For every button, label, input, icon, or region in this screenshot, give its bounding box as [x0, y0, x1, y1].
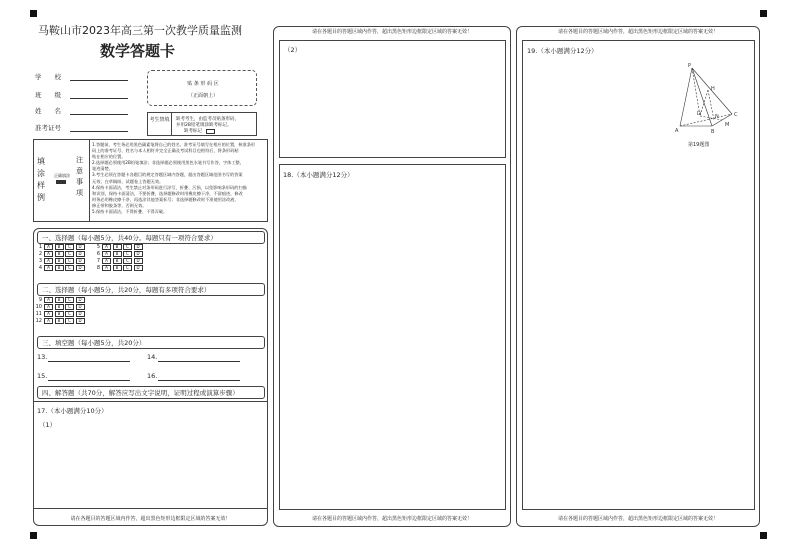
option-d[interactable]: D — [134, 244, 143, 250]
q17-part2-label: （2） — [284, 46, 302, 54]
option-b[interactable]: B — [55, 297, 64, 303]
option-b[interactable]: B — [55, 318, 64, 324]
warning-text: 请在各题目的答题区域内作答，超出黑色矩形边框限定区域的答案无效！ — [557, 516, 718, 522]
barcode-note: （正面朝上） — [187, 93, 218, 99]
barcode-area — [147, 70, 257, 106]
option-d[interactable]: D — [76, 244, 85, 250]
choice-row: 6 A B C D — [90, 251, 144, 257]
absent-label: 考生禁填 — [148, 113, 172, 135]
single-choice-header: 一、选择题（每小题5分，共40分。每题只有一项符合要求） — [37, 231, 265, 244]
label-H: H — [711, 86, 715, 92]
option-d[interactable]: D — [76, 304, 85, 310]
blank-16-line[interactable] — [158, 380, 240, 381]
fill-blank-header: 三、填空题（每小题5分，共20分） — [37, 336, 265, 349]
card-title: 数学答题卡 — [100, 42, 176, 60]
option-d[interactable]: D — [76, 258, 85, 264]
choice-row: 10 A B C D — [32, 304, 86, 310]
option-d[interactable]: D — [76, 318, 85, 324]
corner-mark — [30, 532, 37, 539]
notice-label: 注意事项 — [76, 156, 83, 197]
option-c[interactable]: C — [65, 244, 74, 250]
pyramid-figure — [670, 60, 750, 140]
option-d[interactable]: D — [134, 265, 143, 271]
label-C: C — [734, 112, 738, 118]
warning-text: 请在各题目的答题区域内作答，超出黑色矩形边框限定区域的答案无效！ — [311, 516, 472, 522]
blank-14-line[interactable] — [158, 361, 240, 362]
q17-label: 17.（本小题满分10分） — [37, 407, 108, 415]
option-b[interactable]: B — [113, 251, 122, 257]
option-c[interactable]: C — [65, 318, 74, 324]
warning-text: 请在各题目的答题区域内作答，超出黑色矩形边框限定区域的答案无效！ — [557, 29, 718, 35]
option-c[interactable]: C — [65, 251, 74, 257]
q17-answer-area[interactable] — [33, 401, 268, 509]
option-a[interactable]: A — [44, 251, 53, 257]
warning-text: 请在各题目的答题区域内作答，超出黑色矩形边框限定区域的答案无效！ — [70, 516, 231, 522]
correct-fill-mark — [56, 180, 66, 184]
q17-part2-area[interactable] — [279, 40, 506, 158]
barcode-label: 贴 条 形 码 区 — [187, 81, 219, 87]
school-line[interactable] — [70, 80, 128, 81]
option-c[interactable]: C — [123, 265, 132, 271]
option-d[interactable]: D — [76, 311, 85, 317]
option-a[interactable]: A — [102, 265, 111, 271]
option-a[interactable]: A — [44, 297, 53, 303]
choice-row: 4 A B C D — [32, 265, 86, 271]
fill-sample-label: 填涂样例 — [37, 157, 45, 202]
label-M: M — [725, 122, 730, 128]
field-label-school: 学 校 — [35, 73, 61, 81]
option-a[interactable]: A — [102, 258, 111, 264]
blank-label-14: 14. — [147, 353, 158, 361]
choice-row: 5 A B C D — [90, 244, 144, 250]
label-N: N — [715, 114, 719, 120]
blank-13-line[interactable] — [48, 361, 130, 362]
absent-text1: 缺考考生，由监考员贴条形码， — [176, 117, 239, 122]
blank-label-16: 16. — [147, 372, 158, 380]
option-b[interactable]: B — [113, 244, 122, 250]
option-a[interactable]: A — [44, 265, 53, 271]
fill-notice-box — [33, 139, 268, 222]
option-d[interactable]: D — [76, 297, 85, 303]
choice-row: 1 A B C D — [32, 244, 86, 250]
option-a[interactable]: A — [44, 311, 53, 317]
option-a[interactable]: A — [44, 318, 53, 324]
label-A: A — [675, 128, 679, 134]
option-c[interactable]: C — [65, 258, 74, 264]
corner-mark — [760, 10, 767, 17]
option-a[interactable]: A — [44, 304, 53, 310]
option-b[interactable]: B — [55, 311, 64, 317]
option-b[interactable]: B — [55, 265, 64, 271]
option-c[interactable]: C — [65, 297, 74, 303]
field-label-class: 班 级 — [35, 91, 61, 99]
choice-row: 11 A B C D — [32, 311, 86, 317]
option-b[interactable]: B — [113, 258, 122, 264]
q19-label: 19.（本小题满分12分） — [527, 47, 598, 55]
option-d[interactable]: D — [134, 251, 143, 257]
choice-row: 8 A B C D — [90, 265, 144, 271]
corner-mark — [760, 532, 767, 539]
option-a[interactable]: A — [102, 251, 111, 257]
label-D: D — [697, 111, 701, 117]
figure-caption: 第19题图 — [688, 142, 710, 148]
label-P: P — [688, 63, 692, 69]
absent-mark-label: 缺考标记 — [184, 129, 202, 134]
option-c[interactable]: C — [123, 244, 132, 250]
label-B: B — [711, 129, 715, 135]
warning-text: 请在各题目的答题区域内作答，超出黑色矩形边框限定区域的答案无效！ — [311, 29, 472, 35]
choice-row: 7 A B C D — [90, 258, 144, 264]
option-b[interactable]: B — [55, 258, 64, 264]
option-a[interactable]: A — [102, 244, 111, 250]
exam-title: 马鞍山市2023年高三第一次教学质量监测 — [38, 24, 242, 37]
option-b[interactable]: B — [55, 251, 64, 257]
absent-box — [147, 112, 257, 136]
option-c[interactable]: C — [123, 251, 132, 257]
absent-mark-box[interactable] — [206, 129, 215, 134]
blank-15-line[interactable] — [48, 380, 130, 381]
option-a[interactable]: A — [44, 258, 53, 264]
q18-label: 18.（本小题满分12分） — [283, 171, 354, 179]
id-line[interactable] — [70, 131, 128, 132]
option-d[interactable]: D — [134, 258, 143, 264]
option-b[interactable]: B — [55, 244, 64, 250]
class-line[interactable] — [70, 98, 128, 99]
name-line[interactable] — [70, 114, 128, 115]
option-c[interactable]: C — [65, 311, 74, 317]
q17-part1-label: （1） — [39, 421, 57, 429]
choice-row: 3 A B C D — [32, 258, 86, 264]
choice-row: 9 A B C D — [32, 297, 86, 303]
blank-label-13: 13. — [37, 353, 48, 361]
option-d[interactable]: D — [76, 265, 85, 271]
rules-text: 1.答题前，考生务必用黑色碳素笔将自己的姓名、准考证号填写在相应的位置，核准条形 码上的准考证号、姓名与本人相符并完全正确及考试科目也相符后，将条形码粘 贴在相应的位置。 2.选择题必须使用2B铅笔填涂；非选择题必须使用黑色水笔书写作答，字体工整， 笔迹清楚。 3.考生必须在答题卡各题目的规定答题区域内答题，超出答题区域范围书写的答案 无效；在草稿纸、试题卷上答题无效。 4.保持卡面清洁，考生禁止对条形码进行涂写、折叠、污损，以免影响条形码的扫描 和识别，保持卡面清洁，不要折叠，选择题修改时用橡皮擦干净，不留痕迹，修改 时务必用橡皮擦干净，再选涂其他答案标号；非选择题修改时不准使用涂改液、 修正带和胶条等，否则无效。 5.保持卡面清洁，不得折叠、不得弄破。 — [92, 142, 256, 215]
field-label-name: 姓 名 — [35, 107, 61, 115]
option-d[interactable]: D — [76, 251, 85, 257]
choice-row: 2 A B C D — [32, 251, 86, 257]
choice-row: 12 A B C D — [32, 318, 86, 324]
option-b[interactable]: B — [113, 265, 122, 271]
multi-choice-header: 二、选择题（每小题5分，共20分，每题有多项符合要求） — [37, 283, 265, 296]
option-c[interactable]: C — [65, 304, 74, 310]
option-a[interactable]: A — [44, 244, 53, 250]
option-c[interactable]: C — [123, 258, 132, 264]
option-b[interactable]: B — [55, 304, 64, 310]
correct-fill-label: 正确填涂 — [54, 173, 70, 178]
field-label-id: 准考证号 — [35, 124, 61, 132]
absent-text2: 并用2B铅笔填涂缺考标记。 — [176, 123, 232, 128]
q18-answer-area[interactable] — [279, 164, 506, 510]
blank-label-15: 15. — [37, 372, 48, 380]
fill-sample-cell — [34, 140, 90, 221]
corner-mark — [30, 10, 37, 17]
solutions-header: 四、解答题（共70分，解答应写出文字说明，证明过程或演算步骤） — [37, 386, 265, 399]
option-c[interactable]: C — [65, 265, 74, 271]
